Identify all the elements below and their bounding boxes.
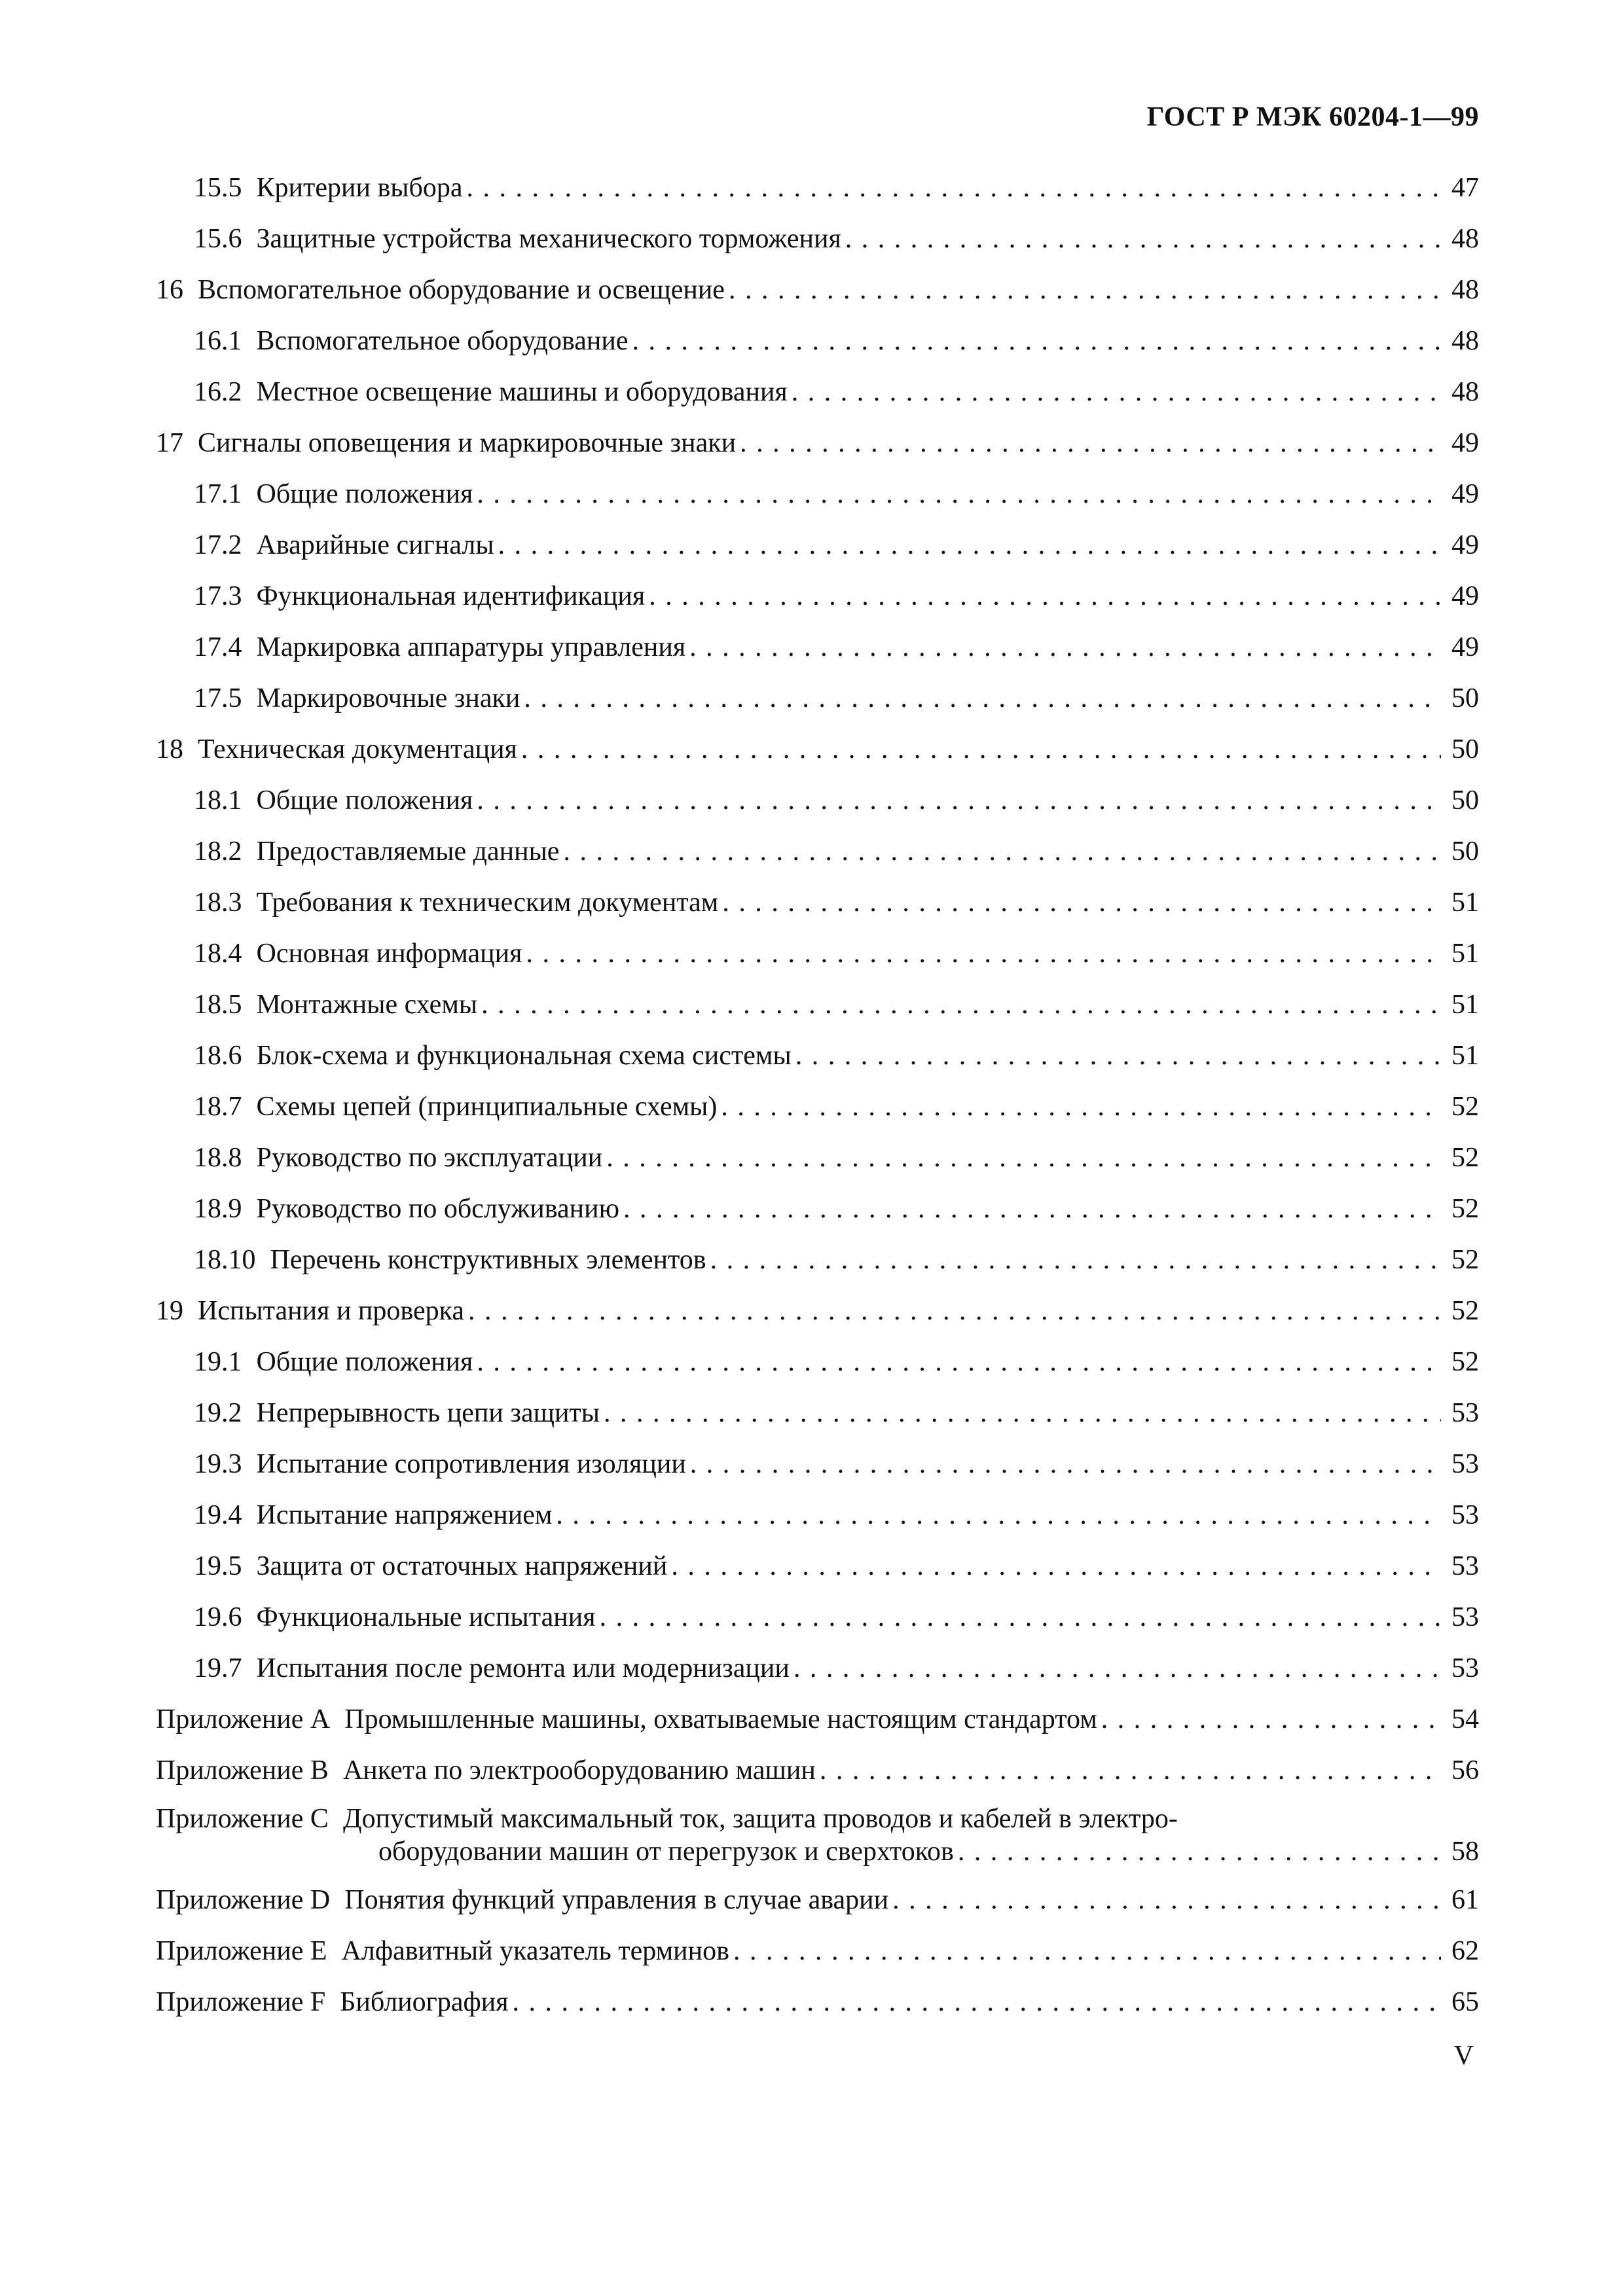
toc-entry-number: 16.2 bbox=[194, 377, 242, 407]
toc-entry-page: 49 bbox=[1451, 428, 1479, 458]
toc-entry-number: 16.1 bbox=[194, 326, 242, 356]
dot-leader bbox=[722, 884, 1441, 922]
toc-entry-page: 52 bbox=[1451, 1245, 1479, 1275]
toc-entry-title: Аварийные сигналы bbox=[256, 530, 494, 560]
toc-entry-number: 18.7 bbox=[194, 1092, 242, 1122]
toc-entry-page: 61 bbox=[1451, 1885, 1479, 1915]
toc-entry[interactable] bbox=[156, 1803, 1479, 1868]
dot-leader bbox=[606, 1139, 1441, 1177]
toc-entry-page: 47 bbox=[1451, 173, 1479, 203]
toc-entry-number: 18.10 bbox=[194, 1245, 256, 1275]
table-of-contents bbox=[156, 169, 1479, 2034]
dot-leader bbox=[498, 526, 1441, 564]
toc-entry[interactable] bbox=[156, 526, 1479, 564]
toc-entry-title: Защитные устройства механического торможения bbox=[256, 224, 841, 254]
toc-entry-page: 48 bbox=[1451, 326, 1479, 356]
dot-leader bbox=[820, 1751, 1441, 1789]
dot-leader bbox=[958, 1835, 1441, 1868]
toc-entry-page: 51 bbox=[1451, 990, 1479, 1020]
toc-entry-number: 15.6 bbox=[194, 224, 242, 254]
toc-entry[interactable] bbox=[156, 679, 1479, 717]
toc-entry-page: 56 bbox=[1451, 1755, 1479, 1785]
toc-entry[interactable] bbox=[156, 1445, 1479, 1483]
toc-entry-title: Местное освещение машины и оборудования bbox=[256, 377, 788, 407]
toc-entry[interactable] bbox=[156, 1394, 1479, 1432]
dot-leader bbox=[600, 1598, 1441, 1636]
toc-entry-title: Техническая документация bbox=[198, 734, 517, 764]
toc-entry-title: Схемы цепей (принципиальные схемы) bbox=[256, 1092, 718, 1122]
toc-entry-number: 19 bbox=[156, 1296, 183, 1326]
dot-leader bbox=[1101, 1700, 1441, 1738]
page-header: ГОСТ Р МЭК 60204-1—99 bbox=[1146, 102, 1479, 132]
dot-leader bbox=[740, 424, 1441, 462]
toc-entry-number: 18 bbox=[156, 734, 183, 764]
toc-entry-number: 19.4 bbox=[194, 1500, 242, 1530]
toc-entry-number: 19.6 bbox=[194, 1602, 242, 1632]
toc-entry-number: Приложение Е bbox=[156, 1936, 327, 1966]
toc-entry-title: Функциональная идентификация bbox=[256, 581, 646, 611]
dot-leader bbox=[671, 1547, 1441, 1585]
toc-entry-number: 18.4 bbox=[194, 939, 242, 969]
toc-entry-title: Промышленные машины, охватываемые настоящим стандартом bbox=[344, 1704, 1097, 1734]
dot-leader bbox=[521, 730, 1441, 768]
toc-entry-title: Критерии выбора bbox=[256, 173, 463, 203]
toc-entry-number: 15.5 bbox=[194, 173, 242, 203]
dot-leader bbox=[729, 271, 1441, 309]
toc-entry-page: 53 bbox=[1451, 1449, 1479, 1479]
dot-leader bbox=[892, 1881, 1441, 1919]
dot-leader bbox=[795, 1037, 1441, 1075]
toc-entry-title: Функциональные испытания bbox=[256, 1602, 596, 1632]
dot-leader bbox=[792, 373, 1441, 411]
toc-entry[interactable] bbox=[156, 1983, 1479, 2021]
toc-entry-page: 52 bbox=[1451, 1194, 1479, 1224]
dot-leader bbox=[845, 220, 1441, 258]
toc-entry-number: 18.3 bbox=[194, 888, 242, 918]
dot-leader bbox=[689, 628, 1441, 666]
toc-entry-title: Монтажные схемы bbox=[256, 990, 478, 1020]
dot-leader bbox=[632, 322, 1441, 360]
toc-entry[interactable] bbox=[156, 322, 1479, 360]
toc-entry-page: 65 bbox=[1451, 1987, 1479, 2017]
toc-entry-page: 49 bbox=[1451, 530, 1479, 560]
toc-entry[interactable] bbox=[156, 1343, 1479, 1381]
toc-entry-page: 52 bbox=[1451, 1143, 1479, 1173]
toc-entry-title: Понятия функций управления в случае аварии bbox=[344, 1885, 889, 1915]
toc-entry-number: 19.2 bbox=[194, 1398, 242, 1428]
toc-entry-page: 50 bbox=[1451, 836, 1479, 867]
toc-entry-page: 62 bbox=[1451, 1936, 1479, 1966]
toc-entry-number: 19.7 bbox=[194, 1653, 242, 1683]
toc-entry-page: 48 bbox=[1451, 275, 1479, 305]
toc-entry[interactable] bbox=[156, 1190, 1479, 1228]
toc-entry-title: Вспомогательное оборудование и освещение bbox=[198, 275, 725, 305]
toc-entry-page: 51 bbox=[1451, 939, 1479, 969]
toc-entry[interactable] bbox=[156, 271, 1479, 309]
toc-entry[interactable] bbox=[156, 424, 1479, 462]
toc-entry-page: 52 bbox=[1451, 1296, 1479, 1326]
toc-entry-title: Анкета по электрооборудованию машин bbox=[342, 1755, 816, 1785]
toc-entry-title: Испытание напряжением bbox=[256, 1500, 553, 1530]
toc-entry-title: Допустимый максимальный ток, защита проводов и кабелей в электро- bbox=[342, 1804, 1178, 1834]
dot-leader bbox=[468, 1292, 1441, 1330]
toc-entry[interactable] bbox=[156, 1598, 1479, 1636]
toc-entry[interactable] bbox=[156, 986, 1479, 1024]
dot-leader bbox=[733, 1932, 1441, 1970]
toc-entry[interactable] bbox=[156, 220, 1479, 258]
toc-entry-page: 53 bbox=[1451, 1602, 1479, 1632]
toc-entry-title: Перечень конструктивных элементов bbox=[270, 1245, 706, 1275]
toc-entry-number: 18.1 bbox=[194, 785, 242, 816]
toc-entry[interactable] bbox=[156, 169, 1479, 207]
toc-entry-number: 18.2 bbox=[194, 836, 242, 867]
toc-entry[interactable] bbox=[156, 833, 1479, 870]
dot-leader bbox=[690, 1445, 1441, 1483]
toc-entry-number: Приложение А bbox=[156, 1704, 331, 1734]
toc-entry-title: Испытания после ремонта или модернизации bbox=[256, 1653, 790, 1683]
toc-entry-title-continued: оборудовании машин от перегрузок и сверхтоков bbox=[378, 1837, 954, 1867]
toc-entry-number: 17.4 bbox=[194, 632, 242, 662]
dot-leader bbox=[623, 1190, 1441, 1228]
toc-entry[interactable] bbox=[156, 1649, 1479, 1687]
toc-entry[interactable] bbox=[156, 1700, 1479, 1738]
toc-entry-title: Испытания и проверка bbox=[198, 1296, 465, 1326]
toc-entry[interactable] bbox=[156, 1139, 1479, 1177]
toc-entry-title: Руководство по эксплуатации bbox=[256, 1143, 603, 1173]
toc-entry-number: 19.3 bbox=[194, 1449, 242, 1479]
toc-entry-title: Маркировка аппаратуры управления bbox=[256, 632, 686, 662]
dot-leader bbox=[649, 577, 1441, 615]
dot-leader bbox=[477, 1343, 1441, 1381]
toc-entry-title: Общие положения bbox=[256, 479, 473, 509]
toc-entry-number: 18.9 bbox=[194, 1194, 242, 1224]
toc-entry-number: 19.5 bbox=[194, 1551, 242, 1581]
toc-entry[interactable] bbox=[156, 730, 1479, 768]
toc-entry-number: 19.1 bbox=[194, 1347, 242, 1377]
toc-entry-page: 50 bbox=[1451, 734, 1479, 764]
dot-leader bbox=[524, 679, 1441, 717]
toc-entry-page: 51 bbox=[1451, 1041, 1479, 1071]
toc-entry-page: 48 bbox=[1451, 224, 1479, 254]
toc-entry-number: 18.6 bbox=[194, 1041, 242, 1071]
toc-entry-title: Основная информация bbox=[256, 939, 522, 969]
toc-entry-title: Руководство по обслуживанию bbox=[256, 1194, 620, 1224]
toc-entry-title: Блок-схема и функциональная схема системы bbox=[256, 1041, 792, 1071]
toc-entry[interactable] bbox=[156, 577, 1479, 615]
toc-entry-page: 52 bbox=[1451, 1347, 1479, 1377]
toc-entry[interactable] bbox=[156, 781, 1479, 819]
toc-entry-page: 53 bbox=[1451, 1653, 1479, 1683]
dot-leader bbox=[526, 935, 1441, 973]
toc-entry-number: 17.5 bbox=[194, 683, 242, 713]
toc-entry-page: 50 bbox=[1451, 683, 1479, 713]
toc-entry-title: Общие положения bbox=[256, 785, 473, 816]
dot-leader bbox=[556, 1496, 1441, 1534]
toc-entry[interactable] bbox=[156, 373, 1479, 411]
dot-leader bbox=[604, 1394, 1441, 1432]
toc-entry-page: 53 bbox=[1451, 1398, 1479, 1428]
toc-entry[interactable] bbox=[156, 884, 1479, 922]
toc-entry-title: Маркировочные знаки bbox=[256, 683, 520, 713]
toc-entry-number: 17 bbox=[156, 428, 183, 458]
toc-entry-page: 49 bbox=[1451, 632, 1479, 662]
toc-entry[interactable] bbox=[156, 1292, 1479, 1330]
dot-leader bbox=[563, 833, 1441, 870]
toc-entry[interactable] bbox=[156, 1881, 1479, 1919]
toc-entry-number: 16 bbox=[156, 275, 183, 305]
toc-entry[interactable] bbox=[156, 1751, 1479, 1789]
toc-entry-title: Алфавитный указатель терминов bbox=[341, 1936, 729, 1966]
toc-entry-number: Приложение F bbox=[156, 1987, 326, 2017]
toc-entry-number: Приложение D bbox=[156, 1885, 331, 1915]
toc-entry-page: 53 bbox=[1451, 1551, 1479, 1581]
toc-entry-title: Общие положения bbox=[256, 1347, 473, 1377]
dot-leader bbox=[710, 1241, 1441, 1279]
toc-entry[interactable] bbox=[156, 1496, 1479, 1534]
toc-entry[interactable] bbox=[156, 1088, 1479, 1126]
toc-entry-number: 17.1 bbox=[194, 479, 242, 509]
toc-entry[interactable] bbox=[156, 935, 1479, 973]
toc-entry-number: 17.3 bbox=[194, 581, 242, 611]
dot-leader bbox=[467, 169, 1442, 207]
toc-entry-title: Сигналы оповещения и маркировочные знаки bbox=[198, 428, 737, 458]
toc-entry-page: 58 bbox=[1451, 1837, 1479, 1867]
toc-entry-number: 18.5 bbox=[194, 990, 242, 1020]
dot-leader bbox=[513, 1983, 1441, 2021]
toc-entry-title: Библиография bbox=[340, 1987, 509, 2017]
toc-entry[interactable] bbox=[156, 628, 1479, 666]
toc-entry-page: 53 bbox=[1451, 1500, 1479, 1530]
toc-entry-page: 48 bbox=[1451, 377, 1479, 407]
toc-entry[interactable] bbox=[156, 1932, 1479, 1970]
toc-entry-page: 50 bbox=[1451, 785, 1479, 816]
toc-entry-number: 18.8 bbox=[194, 1143, 242, 1173]
toc-entry-page: 51 bbox=[1451, 888, 1479, 918]
toc-entry-number: 17.2 bbox=[194, 530, 242, 560]
toc-entry-number: Приложение С bbox=[156, 1804, 329, 1834]
page-number: V bbox=[1453, 2041, 1474, 2071]
toc-entry-title: Защита от остаточных напряжений bbox=[256, 1551, 668, 1581]
toc-entry-page: 49 bbox=[1451, 479, 1479, 509]
toc-entry[interactable] bbox=[156, 1547, 1479, 1585]
toc-entry[interactable] bbox=[156, 475, 1479, 513]
dot-leader bbox=[721, 1088, 1441, 1126]
dot-leader bbox=[477, 475, 1441, 513]
toc-entry[interactable] bbox=[156, 1037, 1479, 1075]
dot-leader bbox=[793, 1649, 1441, 1687]
dot-leader bbox=[477, 781, 1441, 819]
toc-entry-title: Испытание сопротивления изоляции bbox=[256, 1449, 686, 1479]
toc-entry-title: Предоставляемые данные bbox=[256, 836, 560, 867]
toc-entry-title: Требования к техническим документам bbox=[256, 888, 719, 918]
toc-entry-number: Приложение В bbox=[156, 1755, 329, 1785]
toc-entry-title: Вспомогательное оборудование bbox=[256, 326, 629, 356]
toc-entry-page: 52 bbox=[1451, 1092, 1479, 1122]
dot-leader bbox=[481, 986, 1441, 1024]
toc-entry-page: 54 bbox=[1451, 1704, 1479, 1734]
toc-entry-page: 49 bbox=[1451, 581, 1479, 611]
toc-entry[interactable] bbox=[156, 1241, 1479, 1279]
toc-entry-title: Непрерывность цепи защиты bbox=[256, 1398, 600, 1428]
